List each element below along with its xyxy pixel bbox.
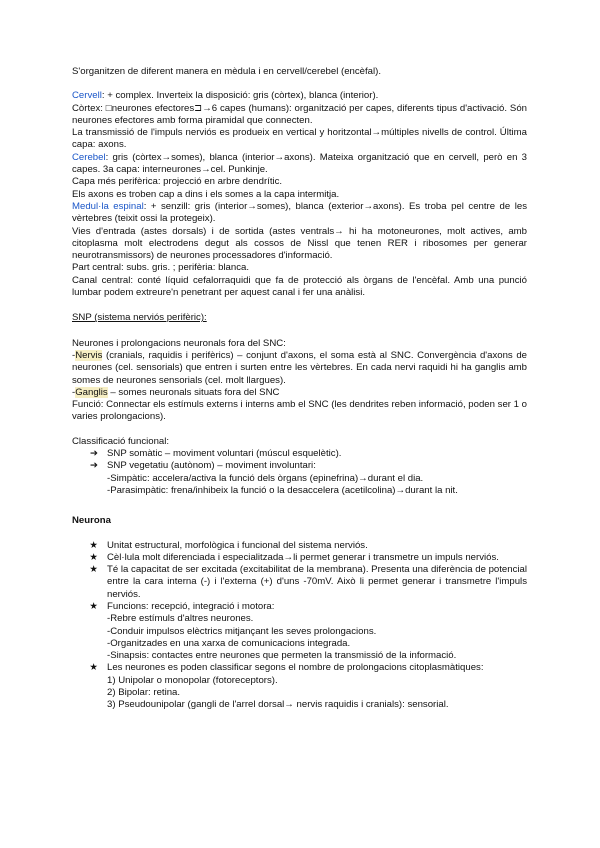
classificar-sub: 3) Pseudounipolar (gangli de l'arrel dorsal→ nervis raquidis i cranials): sensorial.: [107, 699, 449, 711]
star-icon: ★: [89, 662, 98, 674]
neurona-item: [72, 601, 527, 662]
axons-capa-paragraph: Els axons es troben cap a dins i els somes a la capa intermitja.: [72, 188, 340, 200]
arrow-icon: ➔: [89, 448, 98, 460]
classificar-sub: 2) Bipolar: retina.: [107, 687, 181, 699]
nervis-term: Nervis: [75, 349, 103, 361]
neurona-title: Neurona: [72, 515, 111, 527]
classificacio-item: ➔ SNP vegetatiu (autònom) – moviment involuntari:: [72, 460, 527, 472]
ganglis-text: – somes neuronals situats fora del SNC: [107, 386, 280, 398]
star-icon: ★: [89, 551, 98, 563]
funcions-sub: -Rebre estímuls d'altres neurones.: [107, 613, 254, 625]
star-icon: ★: [89, 564, 98, 576]
cerebel-text: : gris (còrtex→somes), blanca (interior→axons). Mateixa organització que en cervell, però en 3 capes. 3a capa: interneurones→cel. Punkinje.: [72, 151, 527, 176]
medula-term: Medul·la espinal: [72, 200, 144, 212]
neurona-item: ★ Unitat estructural, morfològica i funcional del sistema nerviós.: [72, 540, 527, 552]
funcio-paragraph: Funció: Connectar els estímuls externs i interns amb el SNC (les dendrites reben informació, poden ser 1 o varies prolongacions).: [72, 399, 527, 423]
simpatic-line: -Simpàtic: accelera/activa la funció dels òrgans (epinefrina)→durant el dia.: [107, 472, 424, 484]
ganglis-term: Ganglis: [75, 386, 108, 398]
arrow-icon: ➔: [89, 460, 98, 472]
part-central-paragraph: Part central: subs. gris. ; perifèria: blanca.: [72, 262, 250, 274]
transmissio-paragraph: La transmissió de l'impuls nerviós es produeix en vertical y horitzontal→múltiples nivells de control. Última capa: axons.: [72, 127, 527, 151]
classificar-sub: 1) Unipolar o monopolar (fotoreceptors).: [107, 674, 278, 686]
cervell-paragraph: [72, 90, 527, 102]
medula-text: : + senzill: gris (interior→somes), blanca (exterior→axons). Es troba pel centre de les vèrtebres (teixit ossi la protegeix).: [72, 200, 527, 225]
cervell-text: : + complex. Inverteix la disposició: gris (còrtex), blanca (interior).: [101, 90, 379, 102]
classificar-line: Les neurones es poden classificar segons el nombre de prolongacions citoplasmàtiques:: [107, 662, 484, 674]
intro-paragraph: S'organitzen de diferent manera en mèdula i en cervell/cerebel (encèfal).: [72, 66, 382, 77]
document-page: [72, 66, 527, 712]
vies-paragraph: Vies d'entrada (astes dorsals) i de sortida (astes ventrals→ hi ha motoneurones, molt actives, amb citoplasma molt electrodens degut als cossos de Nissl que tenen RER i ribosomes per generar neurotransmissors) de neurones processadores d'informació.: [72, 225, 527, 262]
nervis-prefix: -: [72, 349, 76, 361]
cervell-term: Cervell: [72, 90, 102, 102]
classificacio-title: Classificació funcional:: [72, 435, 170, 447]
parasimpatic-line: -Parasimpàtic: frena/inhibeix la funció o la desaccelera (acetilcolina)→durant la nit.: [107, 484, 458, 496]
funcions-sub: -Organitzades en una xarxa de comunicacions integrada.: [107, 637, 351, 649]
capa-perif-paragraph: Capa més perifèrica: projecció en arbre dendrític.: [72, 176, 283, 188]
snp-title: SNP (sistema nerviós perifèric):: [72, 312, 207, 324]
neurona-item: ★ Té la capacitat de ser excitada (excitabilitat de la membrana). Presenta una diferència de potencial entre la cara interna (-) i l'externa (+) d'uns -70mV. Això li permet generar i transmetre l'impuls nerviós.: [72, 564, 527, 601]
snp-intro: Neurones i prolongacions neuronals fora del SNC:: [72, 337, 286, 349]
star-icon: ★: [89, 600, 98, 612]
neurona-item: [72, 662, 527, 711]
classificacio-item: ➔ SNP somàtic – moviment voluntari (múscul esquelètic).: [72, 448, 527, 460]
nervis-text: (cranials, raquidis i perifèrics) – conjunt d'axons, el soma està al SNC. Convergència d'axons de neurones (cel. sensorials) que entren i surten entre les vèrtebres. En cada nervi raquidi hi ha ganglis amb somes de neurones sensorials (cel. molt llargues).: [72, 349, 527, 386]
medula-paragraph: [72, 201, 527, 226]
cerebel-term: Cerebel: [72, 151, 106, 163]
ganglis-prefix: -: [72, 386, 76, 398]
cerebel-paragraph: [72, 152, 527, 177]
cortex-paragraph: Còrtex: □neurones efectores⊐→6 capes (humans): organització per capes, diferents tipus d'activació. Són neurones efectores amb forma piramidal que connecten.: [72, 102, 527, 126]
ganglis-paragraph: [72, 387, 527, 399]
nervis-paragraph: [72, 350, 527, 387]
funcions-sub: -Conduir impulsos elèctrics mitjançant les seves prolongacions.: [107, 625, 377, 637]
star-icon: ★: [89, 539, 98, 551]
canal-paragraph: Canal central: conté líquid cefalorraquidi que fa de protecció als òrgans de l'encèfal. Amb una punció lumbar podem extreure'n penetrant per aquest canal i fer una anàlisi.: [72, 274, 527, 299]
neurona-item: ★ Cèl·lula molt diferenciada i especialitzada→li permet generar i transmetre un impuls nerviós.: [72, 552, 527, 564]
funcions-line: Funcions: recepció, integració i motora:: [107, 600, 275, 612]
funcions-sub: -Sinapsis: contactes entre neurones que permeten la transmissió de la informació.: [107, 650, 457, 662]
